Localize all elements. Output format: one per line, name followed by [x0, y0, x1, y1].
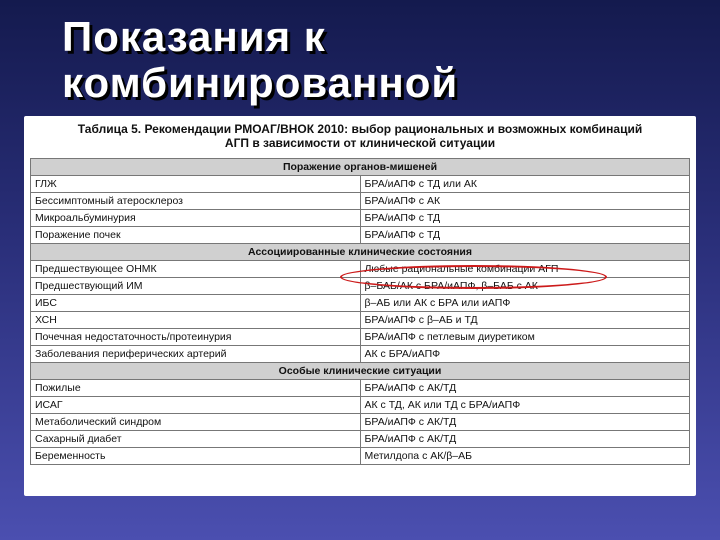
condition-cell: ИБС	[31, 295, 361, 312]
table-caption-line1: Таблица 5. Рекомендации РМОАГ/ВНОК 2010: выбор рациональных и возможных комбинаций	[77, 122, 643, 136]
condition-cell: Микроальбуминурия	[31, 210, 361, 227]
slide-title-line2: комбинированной	[62, 59, 459, 106]
therapy-cell: БРА/иАПФ с ТД или АК	[360, 176, 690, 193]
table-row	[31, 193, 690, 210]
therapy-cell: Любые рациональные комбинации АГП	[360, 261, 690, 278]
table-row	[31, 448, 690, 465]
condition-cell: Беременность	[31, 448, 361, 465]
condition-cell: Пожилые	[31, 380, 361, 397]
slide-title-line1: Показания к	[62, 13, 326, 60]
table-row	[31, 210, 690, 227]
condition-cell: Заболевания периферических артерий	[31, 346, 361, 363]
table-row	[31, 431, 690, 448]
table-row	[31, 176, 690, 193]
recommendations-table	[30, 158, 690, 465]
table-caption-line2: АГП в зависимости от клинической ситуации	[224, 136, 496, 150]
table-row	[31, 261, 690, 278]
section-header: Ассоциированные клинические состояния	[31, 244, 690, 261]
therapy-cell: БРА/иАПФ с АК/ТД	[360, 380, 690, 397]
therapy-cell: БРА/иАПФ с АК	[360, 193, 690, 210]
table-row	[31, 278, 690, 295]
condition-cell: Бессимптомный атеросклероз	[31, 193, 361, 210]
table-row	[31, 414, 690, 431]
therapy-cell: АК с БРА/иАПФ	[360, 346, 690, 363]
therapy-cell: БРА/иАПФ с петлевым диуретиком	[360, 329, 690, 346]
therapy-cell: Метилдопа с АК/β–АБ	[360, 448, 690, 465]
therapy-cell: БРА/иАПФ с АК/ТД	[360, 414, 690, 431]
condition-cell: Предшествующее ОНМК	[31, 261, 361, 278]
condition-cell: ГЛЖ	[31, 176, 361, 193]
therapy-cell: АК с ТД, АК или ТД с БРА/иАПФ	[360, 397, 690, 414]
therapy-cell: БРА/иАПФ с ТД	[360, 227, 690, 244]
therapy-cell: β–БАБ/АК с БРА/иАПФ, β–БАБ с АК	[360, 278, 690, 295]
table-row	[31, 397, 690, 414]
table-row	[31, 312, 690, 329]
section-header-row	[31, 363, 690, 380]
slide-title	[62, 14, 682, 106]
section-header: Поражение органов-мишеней	[31, 159, 690, 176]
condition-cell: Почечная недостаточность/протеинурия	[31, 329, 361, 346]
section-header-row	[31, 244, 690, 261]
therapy-cell: БРА/иАПФ с АК/ТД	[360, 431, 690, 448]
condition-cell: Поражение почек	[31, 227, 361, 244]
condition-cell: Предшествующий ИМ	[31, 278, 361, 295]
table-row	[31, 329, 690, 346]
condition-cell: Метаболический синдром	[31, 414, 361, 431]
table-row	[31, 380, 690, 397]
therapy-cell: БРА/иАПФ с β–АБ и ТД	[360, 312, 690, 329]
table-card	[24, 116, 696, 496]
condition-cell: Сахарный диабет	[31, 431, 361, 448]
section-header-row	[31, 159, 690, 176]
table-row	[31, 295, 690, 312]
table-row	[31, 346, 690, 363]
condition-cell: ХСН	[31, 312, 361, 329]
table-row	[31, 227, 690, 244]
condition-cell: ИСАГ	[31, 397, 361, 414]
therapy-cell: β–АБ или АК с БРА или иАПФ	[360, 295, 690, 312]
section-header: Особые клинические ситуации	[31, 363, 690, 380]
therapy-cell: БРА/иАПФ с ТД	[360, 210, 690, 227]
table-caption	[24, 122, 696, 150]
